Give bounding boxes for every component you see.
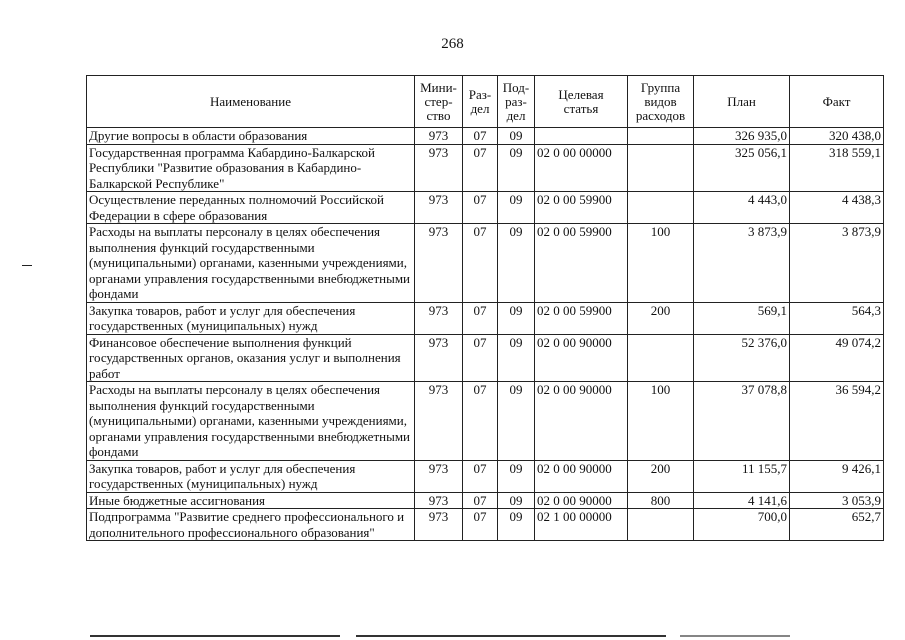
cell-fact: 36 594,2 <box>790 382 884 461</box>
cell-target: 02 0 00 59900 <box>535 192 628 224</box>
cell-section: 07 <box>463 224 498 303</box>
table-row <box>87 192 884 224</box>
cell-plan: 52 376,0 <box>694 334 790 382</box>
header-fact: Факт <box>790 76 884 128</box>
table-row <box>87 128 884 145</box>
cell-section: 07 <box>463 302 498 334</box>
cell-subsection: 09 <box>498 492 535 509</box>
cell-name: Закупка товаров, работ и услуг для обеспечения государственных (муниципальных) нужд <box>87 302 415 334</box>
cell-group: 200 <box>628 460 694 492</box>
cell-ministry: 973 <box>415 334 463 382</box>
header-subsection: Под- раз- дел <box>498 76 535 128</box>
cell-plan: 325 056,1 <box>694 144 790 192</box>
cell-name: Подпрограмма "Развитие среднего профессионального и дополнительного профессионального образования" <box>87 509 415 541</box>
cell-group <box>628 144 694 192</box>
cell-target: 02 0 00 59900 <box>535 224 628 303</box>
margin-dash-mark <box>22 265 32 266</box>
cell-section: 07 <box>463 334 498 382</box>
cell-ministry: 973 <box>415 192 463 224</box>
cell-section: 07 <box>463 492 498 509</box>
cell-subsection: 09 <box>498 224 535 303</box>
cell-ministry: 973 <box>415 460 463 492</box>
table-row <box>87 460 884 492</box>
cell-plan: 4 141,6 <box>694 492 790 509</box>
cell-group: 200 <box>628 302 694 334</box>
cell-name: Иные бюджетные ассигнования <box>87 492 415 509</box>
cell-fact: 4 438,3 <box>790 192 884 224</box>
cell-target: 02 0 00 90000 <box>535 460 628 492</box>
table-row <box>87 382 884 461</box>
cell-name: Государственная программа Кабардино-Балкарской Республики "Развитие образования в Кабардино-Балкарской Республике" <box>87 144 415 192</box>
cell-fact: 320 438,0 <box>790 128 884 145</box>
header-target: Целевая статья <box>535 76 628 128</box>
cell-subsection: 09 <box>498 144 535 192</box>
cell-group: 100 <box>628 382 694 461</box>
page-number: 268 <box>441 36 464 52</box>
cell-group <box>628 128 694 145</box>
table-row <box>87 302 884 334</box>
cell-section: 07 <box>463 128 498 145</box>
cell-ministry: 973 <box>415 302 463 334</box>
cell-subsection: 09 <box>498 128 535 145</box>
cell-fact: 9 426,1 <box>790 460 884 492</box>
cell-fact: 3 053,9 <box>790 492 884 509</box>
cell-name: Осуществление переданных полномочий Российской Федерации в сфере образования <box>87 192 415 224</box>
cell-subsection: 09 <box>498 302 535 334</box>
cell-target: 02 0 00 90000 <box>535 334 628 382</box>
table-row <box>87 492 884 509</box>
cell-fact: 564,3 <box>790 302 884 334</box>
cell-target: 02 1 00 00000 <box>535 509 628 541</box>
header-plan: План <box>694 76 790 128</box>
cell-name: Финансовое обеспечение выполнения функций государственных органов, оказания услуг и выполнения работ <box>87 334 415 382</box>
cell-name: Закупка товаров, работ и услуг для обеспечения государственных (муниципальных) нужд <box>87 460 415 492</box>
cell-plan: 11 155,7 <box>694 460 790 492</box>
cell-subsection: 09 <box>498 382 535 461</box>
cell-section: 07 <box>463 509 498 541</box>
cell-subsection: 09 <box>498 334 535 382</box>
cell-subsection: 09 <box>498 192 535 224</box>
header-ministry: Мини- стер- ство <box>415 76 463 128</box>
header-expense-group: Группа видов расходов <box>628 76 694 128</box>
table-row <box>87 224 884 303</box>
cell-group <box>628 509 694 541</box>
cell-section: 07 <box>463 192 498 224</box>
cell-target <box>535 128 628 145</box>
cell-plan: 326 935,0 <box>694 128 790 145</box>
table-header-row <box>87 76 884 128</box>
cell-target: 02 0 00 59900 <box>535 302 628 334</box>
header-name: Наименование <box>87 76 415 128</box>
cell-target: 02 0 00 00000 <box>535 144 628 192</box>
cell-fact: 652,7 <box>790 509 884 541</box>
cell-subsection: 09 <box>498 460 535 492</box>
cell-fact: 3 873,9 <box>790 224 884 303</box>
cell-subsection: 09 <box>498 509 535 541</box>
table-row <box>87 334 884 382</box>
cell-ministry: 973 <box>415 128 463 145</box>
cell-fact: 318 559,1 <box>790 144 884 192</box>
cell-section: 07 <box>463 460 498 492</box>
table-row <box>87 509 884 541</box>
cell-group <box>628 192 694 224</box>
cell-plan: 37 078,8 <box>694 382 790 461</box>
cell-name: Другие вопросы в области образования <box>87 128 415 145</box>
cell-name: Расходы на выплаты персоналу в целях обеспечения выполнения функций государственными (муниципальными) органами, казенными учреждениями, органами управления государственными внебюджетными фондами <box>87 224 415 303</box>
cell-ministry: 973 <box>415 382 463 461</box>
cell-target: 02 0 00 90000 <box>535 492 628 509</box>
cell-ministry: 973 <box>415 509 463 541</box>
cell-ministry: 973 <box>415 224 463 303</box>
cell-plan: 569,1 <box>694 302 790 334</box>
cell-group: 100 <box>628 224 694 303</box>
cell-section: 07 <box>463 144 498 192</box>
cell-target: 02 0 00 90000 <box>535 382 628 461</box>
cell-group <box>628 334 694 382</box>
scan-cut-edge <box>0 632 905 640</box>
cell-plan: 4 443,0 <box>694 192 790 224</box>
cell-plan: 700,0 <box>694 509 790 541</box>
cell-ministry: 973 <box>415 144 463 192</box>
cell-plan: 3 873,9 <box>694 224 790 303</box>
cell-fact: 49 074,2 <box>790 334 884 382</box>
cell-name: Расходы на выплаты персоналу в целях обеспечения выполнения функций государственными (муниципальными) органами, казенными учреждениями, органами управления государственными внебюджетными фондами <box>87 382 415 461</box>
budget-table <box>86 75 884 541</box>
cell-section: 07 <box>463 382 498 461</box>
table-row <box>87 144 884 192</box>
cell-ministry: 973 <box>415 492 463 509</box>
cell-group: 800 <box>628 492 694 509</box>
header-section: Раз- дел <box>463 76 498 128</box>
